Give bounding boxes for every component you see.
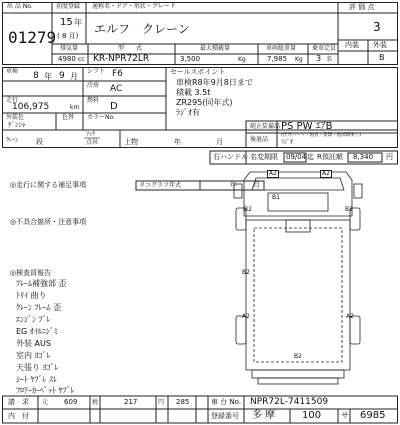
capacity-label: 乗車定員 [312, 45, 337, 52]
aftermarket-label: 後退品 [250, 136, 269, 143]
registration-class: 100 [302, 410, 322, 421]
inspector-item: ﾌﾛｱｰｶｰﾍﾟｯﾄ ﾔﾌﾞﾚ [16, 386, 75, 395]
displacement-label: 排気量 [60, 45, 79, 52]
first-registration-month: ( 8 月) [57, 32, 79, 40]
score-label: 評 価 点 [349, 3, 375, 11]
request-col2-label: 税 [92, 399, 99, 406]
inspection-year-unit: 年 [44, 72, 52, 81]
model-label: 通称名・ドア・形状・グレード [92, 3, 176, 10]
recycle-unit: 円 [386, 153, 393, 161]
registration-area: 多 摩 [252, 410, 276, 421]
request-value-1: 609 [64, 398, 78, 406]
aftermarket-sub: (社外パーツ・他者・書類・他部類事し) [281, 133, 361, 138]
vin-value: NPR72L-7411509 [250, 397, 329, 407]
tacho-year-unit: 年 [230, 181, 237, 189]
ac-label: 冷房 [87, 82, 100, 89]
topmount-month-unit: 月 [216, 138, 223, 146]
inspection-month: 9 [59, 71, 65, 81]
fuel-label: 燃料 [87, 97, 100, 104]
mileage-label: 走行 [6, 97, 19, 104]
interior-label: 内装 [345, 41, 359, 49]
request-label: 請 求 [8, 398, 29, 406]
inspector-item: ｼｰﾄ ﾔﾌﾞﾚ ｽﾚ [16, 375, 58, 384]
vin-label: 車 台 No. [211, 398, 242, 406]
registration-number: 6985 [360, 410, 386, 421]
shift-value: F6 [112, 69, 123, 79]
damage-mark-a2-lower-right: A2 [346, 313, 354, 320]
gross-weight-label: 車両総重量 [266, 45, 297, 52]
gross-weight-unit: Kg [295, 56, 303, 63]
request-value-2: 217 [124, 398, 138, 406]
max-load-unit: Kg [238, 56, 246, 63]
internal-label: 内 付 [8, 412, 29, 420]
ac-value: AC [110, 84, 123, 94]
request-col1-label: 元 [42, 399, 49, 406]
max-load-label: 最大積載量 [200, 45, 231, 52]
aftermarket-value: ﾗｼﾞｵ [281, 139, 294, 146]
sales-point-1: 車検R8年9月8日まで [176, 78, 253, 87]
exterior-label: 外装 [373, 41, 387, 49]
color-value: ｹﾞﾝｼｬ [8, 121, 26, 129]
damage-mark-b2-upper-left: B2 [244, 206, 252, 213]
type-label: 型 式 [118, 45, 143, 52]
damage-mark-b2-mid-left: B2 [242, 269, 250, 276]
tacho-label: タコグラフ年式 [139, 182, 182, 189]
name-change-label: 名変期限 [250, 153, 278, 161]
fuel-value: D [110, 101, 118, 112]
name-change-suffix: 迄 [307, 153, 314, 161]
sales-point-3: ZR295(同年式) [176, 98, 233, 107]
model-name: エルフ クレーン [94, 22, 190, 36]
inspector-report-label: ◎検査員報告 [10, 269, 52, 277]
registration-kana: サ [341, 411, 349, 420]
type-value: KR-NPR72LR [93, 54, 150, 64]
crane-label: ｸﾚｰﾝ [6, 137, 19, 144]
lot-number: 01279 [8, 28, 57, 47]
color-number-label: カラーNo. [87, 114, 115, 121]
sales-point-label: セールスポイント [170, 68, 226, 76]
inspection-label: 車検 [6, 68, 19, 75]
damage-mark-b2-bottom: B2 [294, 353, 302, 360]
inspector-item: ｴﾝｼﾞﾝ ﾌﾞﾚ [16, 315, 51, 324]
first-registration-label: 初度登録 [56, 3, 81, 10]
max-load-value: 3,500 [180, 55, 201, 63]
displacement-unit: cc [78, 56, 85, 63]
damage-mark-b1: B1 [272, 194, 280, 201]
inspector-item: 室内 ﾖｺﾞﾚ [16, 351, 51, 360]
recycle-label: R預託額 [317, 153, 343, 161]
capacity-value: 3 [316, 54, 322, 63]
capacity-unit: 名 [326, 56, 333, 63]
mileage-note-label: ◎走行に関する補足事項 [10, 181, 87, 189]
exterior-grade: B [379, 53, 385, 62]
inspector-item: 外装 AUS [16, 339, 51, 348]
crane-hook-unit2: 点吊 [86, 139, 99, 146]
sales-point-2: 積載 3.5t [176, 88, 211, 97]
defect-label: ◎不具合箇所・注意事項 [10, 218, 87, 226]
gross-weight-value: 7,985 [267, 55, 288, 63]
damage-mark-a2-front-left: A2 [269, 170, 277, 177]
inspection-year: 8 [33, 71, 39, 81]
damage-mark-b2-upper-right: B2 [345, 206, 353, 213]
topmount-year-unit: 年 [174, 138, 181, 146]
inspector-item: ｸﾚｰﾝ ﾌﾚｰﾑ 歪 [16, 303, 62, 312]
color-change-label: 色替 [62, 114, 75, 121]
first-registration-year-unit: 年 [74, 18, 82, 27]
damage-mark-a2-front-right: A2 [322, 170, 330, 177]
name-change-value: 09/04 [286, 153, 307, 161]
inspector-item: ﾄﾘｲ 曲り [16, 291, 47, 300]
mileage-value: 106,975 [12, 102, 50, 112]
first-registration-year: 15 [60, 17, 73, 28]
tacho-month-unit: 月 [253, 181, 260, 189]
inspector-item: EG ｵｲﾙﾆｼﾞﾐ [16, 327, 58, 336]
equipment-label: 純正装備品 [250, 123, 281, 130]
inspection-month-unit: 月 [70, 72, 78, 81]
shift-label: シフト [87, 68, 106, 75]
damage-mark-a2-lower-left: A2 [242, 313, 250, 320]
displacement-value: 4980 [58, 55, 76, 63]
mileage-unit: km [70, 104, 80, 111]
request-col3-label: 円 [158, 399, 165, 406]
equipment-value: PS PW ｴｱB [281, 121, 333, 132]
inspector-item: 天張り ﾖｺﾞﾚ [16, 363, 59, 372]
crane-hook-unit: ﾌｯｸ [86, 131, 96, 138]
topmount-label: 上物 [124, 138, 138, 146]
handle-label: 右ハンドル [213, 153, 248, 161]
request-value-3: 285 [176, 398, 190, 406]
lot-number-label: 出 品 No. [7, 3, 33, 10]
inspector-item: ﾌﾚｰﾑ補強部 歪 [16, 279, 67, 288]
score-value: 3 [373, 20, 381, 34]
sales-point-4: ﾗｼﾞｵ有 [176, 108, 200, 117]
recycle-value: 8,340 [353, 153, 374, 161]
registration-label: 登録番号 [211, 412, 239, 420]
crane-stage-unit: 段 [36, 138, 43, 146]
color-label: 外装色 [6, 114, 25, 121]
